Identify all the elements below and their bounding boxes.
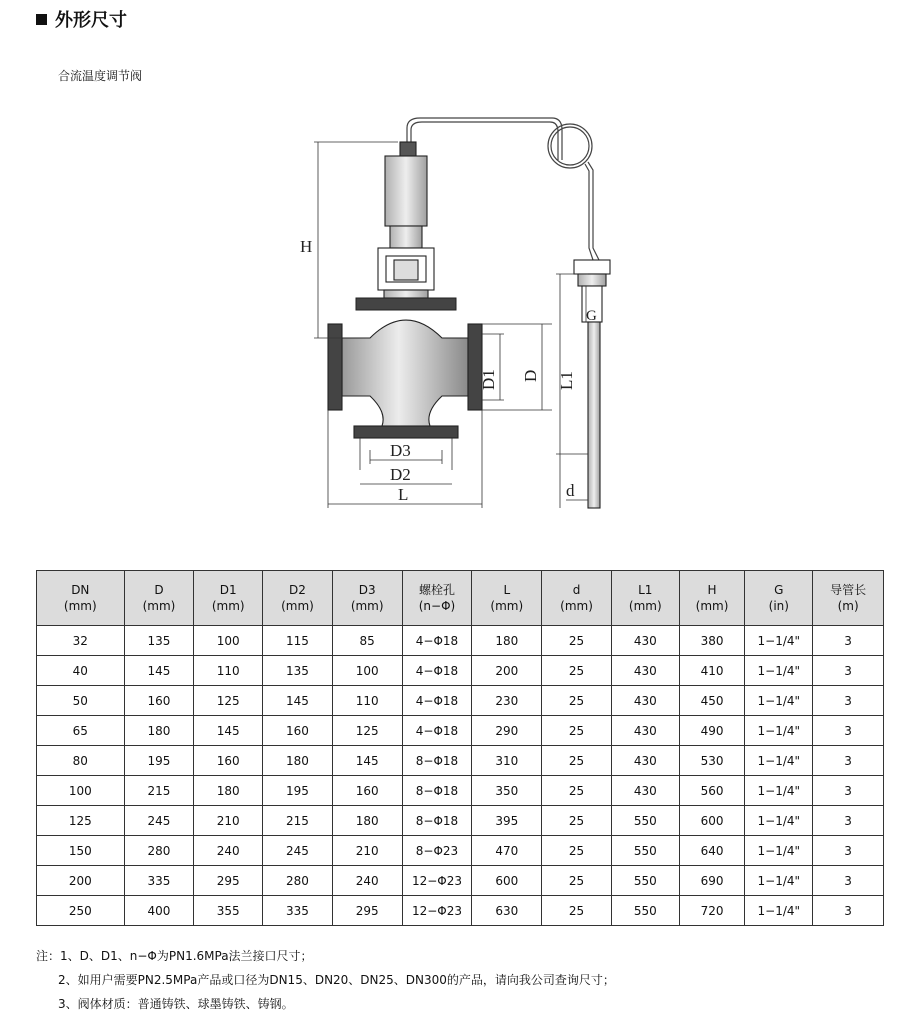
header-unit: (mm): [211, 599, 245, 613]
table-cell: 25: [542, 716, 612, 746]
table-cell: 355: [194, 896, 263, 926]
table-cell: 3: [813, 836, 884, 866]
table-cell: 145: [263, 686, 333, 716]
table-cell: 12−Φ23: [402, 866, 472, 896]
table-cell: 210: [194, 806, 263, 836]
table-cell: 690: [679, 866, 745, 896]
table-cell: 430: [611, 656, 679, 686]
table-cell: 180: [124, 716, 194, 746]
table-cell: 310: [472, 746, 542, 776]
table-cell: 295: [332, 896, 402, 926]
table-cell: 195: [263, 776, 333, 806]
header-unit: (m): [837, 599, 859, 613]
table-cell: 100: [37, 776, 125, 806]
table-cell: 145: [124, 656, 194, 686]
header-name: D: [154, 583, 164, 597]
header-unit: (mm): [281, 599, 314, 613]
table-cell: 430: [611, 746, 679, 776]
table-row: [37, 626, 884, 656]
table-cell: 160: [332, 776, 402, 806]
bonnet-flange: [356, 298, 456, 310]
table-cell: 25: [542, 746, 612, 776]
header-cell: [194, 571, 263, 626]
header-name: DN: [71, 583, 90, 597]
header-name: G: [774, 583, 784, 597]
table-cell: 530: [679, 746, 745, 776]
table-cell: 160: [194, 746, 263, 776]
table-cell: 100: [332, 656, 402, 686]
table-cell: 180: [263, 746, 333, 776]
note-3: 3、阀体材质：普通铸铁、球墨铸铁、铸钢。: [58, 997, 294, 1011]
table-header-row: [37, 571, 884, 626]
table-cell: 560: [679, 776, 745, 806]
table-cell: 3: [813, 716, 884, 746]
header-unit: (mm): [490, 599, 524, 613]
label-L1: L1: [557, 371, 576, 390]
table-cell: 550: [611, 896, 679, 926]
table-cell: 25: [542, 686, 612, 716]
label-D1: D1: [479, 369, 498, 390]
table-cell: 350: [472, 776, 542, 806]
header-unit: (mm): [560, 599, 593, 613]
table-cell: 1−1/4": [745, 896, 813, 926]
table-cell: 25: [542, 776, 612, 806]
table-cell: 25: [542, 896, 612, 926]
table-cell: 600: [472, 866, 542, 896]
header-cell: [542, 571, 612, 626]
table-cell: 180: [472, 626, 542, 656]
table-row: [37, 896, 884, 926]
table-row: [37, 746, 884, 776]
table-cell: 8−Φ18: [402, 746, 472, 776]
header-unit: (mm): [63, 599, 97, 613]
table-cell: 115: [263, 626, 333, 656]
notes: [36, 944, 615, 1016]
header-cell: [813, 571, 884, 626]
table-cell: 3: [813, 686, 884, 716]
table-cell: 25: [542, 656, 612, 686]
header-name: L: [503, 583, 511, 597]
table-cell: 195: [124, 746, 194, 776]
table-cell: 335: [263, 896, 333, 926]
header-cell: [332, 571, 402, 626]
table-cell: 430: [611, 776, 679, 806]
table-cell: 25: [542, 866, 612, 896]
table-row: [37, 656, 884, 686]
table-cell: 600: [679, 806, 745, 836]
table-row: [37, 866, 884, 896]
header-unit: (mm): [142, 599, 176, 613]
table-cell: 125: [194, 686, 263, 716]
table-cell: 12−Φ23: [402, 896, 472, 926]
table-cell: 3: [813, 746, 884, 776]
table-cell: 200: [472, 656, 542, 686]
table-cell: 200: [37, 866, 125, 896]
table-cell: 3: [813, 806, 884, 836]
dimension-table: [36, 570, 884, 926]
table-cell: 245: [263, 836, 333, 866]
actuator: [378, 142, 434, 298]
valve-dimension-drawing: [290, 100, 620, 520]
table-cell: 1−1/4": [745, 806, 813, 836]
table-cell: 240: [194, 836, 263, 866]
table-cell: 550: [611, 806, 679, 836]
table-cell: 720: [679, 896, 745, 926]
table-cell: 8−Φ18: [402, 806, 472, 836]
table-cell: 180: [194, 776, 263, 806]
table-cell: 470: [472, 836, 542, 866]
table-row: [37, 716, 884, 746]
diagram-subtitle: 合流温度调节阀: [58, 69, 143, 83]
table-cell: 430: [611, 626, 679, 656]
table-cell: 8−Φ23: [402, 836, 472, 866]
table-cell: 1−1/4": [745, 746, 813, 776]
table-cell: 3: [813, 626, 884, 656]
table-cell: 280: [263, 866, 333, 896]
label-G: G: [586, 308, 597, 324]
table-cell: 630: [472, 896, 542, 926]
header-cell: [263, 571, 333, 626]
table-cell: 180: [332, 806, 402, 836]
table-cell: 110: [332, 686, 402, 716]
header-unit: (n−Φ): [418, 599, 456, 613]
label-D2: D2: [390, 465, 411, 484]
table-cell: 230: [472, 686, 542, 716]
header-unit: (mm): [350, 599, 384, 613]
table-cell: 640: [679, 836, 745, 866]
header-cell: [37, 571, 125, 626]
table-cell: 1−1/4": [745, 866, 813, 896]
label-D: D: [521, 369, 540, 382]
table-cell: 135: [124, 626, 194, 656]
table-cell: 550: [611, 836, 679, 866]
table-cell: 85: [332, 626, 402, 656]
table-cell: 430: [611, 716, 679, 746]
label-H: H: [300, 237, 313, 256]
table-cell: 550: [611, 866, 679, 896]
table-cell: 25: [542, 626, 612, 656]
table-cell: 395: [472, 806, 542, 836]
table-row: [37, 776, 884, 806]
header-name: D2: [289, 583, 306, 597]
table-cell: 150: [37, 836, 125, 866]
table-cell: 215: [263, 806, 333, 836]
table-cell: 3: [813, 776, 884, 806]
table-cell: 4−Φ18: [402, 656, 472, 686]
table-cell: 32: [37, 626, 125, 656]
header-cell: [679, 571, 745, 626]
header-name: D1: [219, 583, 237, 597]
table-cell: 400: [124, 896, 194, 926]
table-cell: 145: [194, 716, 263, 746]
header-cell: [611, 571, 679, 626]
table-cell: 290: [472, 716, 542, 746]
table-cell: 3: [813, 896, 884, 926]
table-cell: 380: [679, 626, 745, 656]
header-cell: [472, 571, 542, 626]
table-row: [37, 806, 884, 836]
table-cell: 210: [332, 836, 402, 866]
sensor-bulb: [574, 260, 610, 508]
table-cell: 1−1/4": [745, 686, 813, 716]
note-1: 注：1、D、D1、n−Φ为PN1.6MPa法兰接口尺寸；: [36, 949, 313, 963]
table-cell: 125: [332, 716, 402, 746]
table-cell: 135: [263, 656, 333, 686]
table-cell: 4−Φ18: [402, 686, 472, 716]
table-row: [37, 836, 884, 866]
header-cell: [402, 571, 472, 626]
header-name: H: [707, 583, 717, 597]
table-cell: 4−Φ18: [402, 716, 472, 746]
table-cell: 25: [542, 836, 612, 866]
label-L: L: [398, 485, 409, 504]
header-name: d: [572, 583, 581, 597]
header-unit: (in): [768, 599, 789, 613]
table-cell: 110: [194, 656, 263, 686]
table-cell: 145: [332, 746, 402, 776]
header-name: D3: [358, 583, 376, 597]
table-cell: 240: [332, 866, 402, 896]
header-unit: (mm): [695, 599, 729, 613]
header-cell: [124, 571, 194, 626]
table-cell: 280: [124, 836, 194, 866]
table-cell: 100: [194, 626, 263, 656]
capillary-tube: [407, 118, 599, 260]
note-2: 2、如用户需要PN2.5MPa产品或口径为DN15、DN20、DN25、DN300的产品，请向我公司查询尺寸；: [58, 973, 615, 987]
table-cell: 450: [679, 686, 745, 716]
table-cell: 65: [37, 716, 125, 746]
table-cell: 490: [679, 716, 745, 746]
section-title-text: 外形尺寸: [55, 10, 127, 31]
square-bullet-icon: [36, 14, 47, 25]
dimension-lines: [314, 142, 588, 508]
table-cell: 1−1/4": [745, 656, 813, 686]
table-cell: 250: [37, 896, 125, 926]
table-cell: 1−1/4": [745, 626, 813, 656]
table-cell: 3: [813, 866, 884, 896]
table-cell: 1−1/4": [745, 836, 813, 866]
header-name: 螺栓孔: [418, 583, 455, 597]
section-title: [36, 6, 127, 32]
table-cell: 430: [611, 686, 679, 716]
table-cell: 245: [124, 806, 194, 836]
table-cell: 3: [813, 656, 884, 686]
table-body: [37, 626, 884, 926]
label-D3: D3: [390, 441, 411, 460]
header-name: 导管长: [830, 583, 867, 597]
table-cell: 215: [124, 776, 194, 806]
table-cell: 40: [37, 656, 125, 686]
table-cell: 335: [124, 866, 194, 896]
table-cell: 125: [37, 806, 125, 836]
table-row: [37, 686, 884, 716]
table-cell: 50: [37, 686, 125, 716]
header-name: L1: [638, 583, 653, 597]
table-cell: 295: [194, 866, 263, 896]
label-d: d: [566, 481, 575, 500]
header-unit: (mm): [628, 599, 662, 613]
table-cell: 160: [124, 686, 194, 716]
table-cell: 1−1/4": [745, 776, 813, 806]
table-cell: 1−1/4": [745, 716, 813, 746]
table-cell: 160: [263, 716, 333, 746]
table-cell: 410: [679, 656, 745, 686]
valve-body: [328, 320, 482, 438]
header-cell: [745, 571, 813, 626]
table-cell: 4−Φ18: [402, 626, 472, 656]
table-cell: 25: [542, 806, 612, 836]
table-cell: 80: [37, 746, 125, 776]
table-cell: 8−Φ18: [402, 776, 472, 806]
